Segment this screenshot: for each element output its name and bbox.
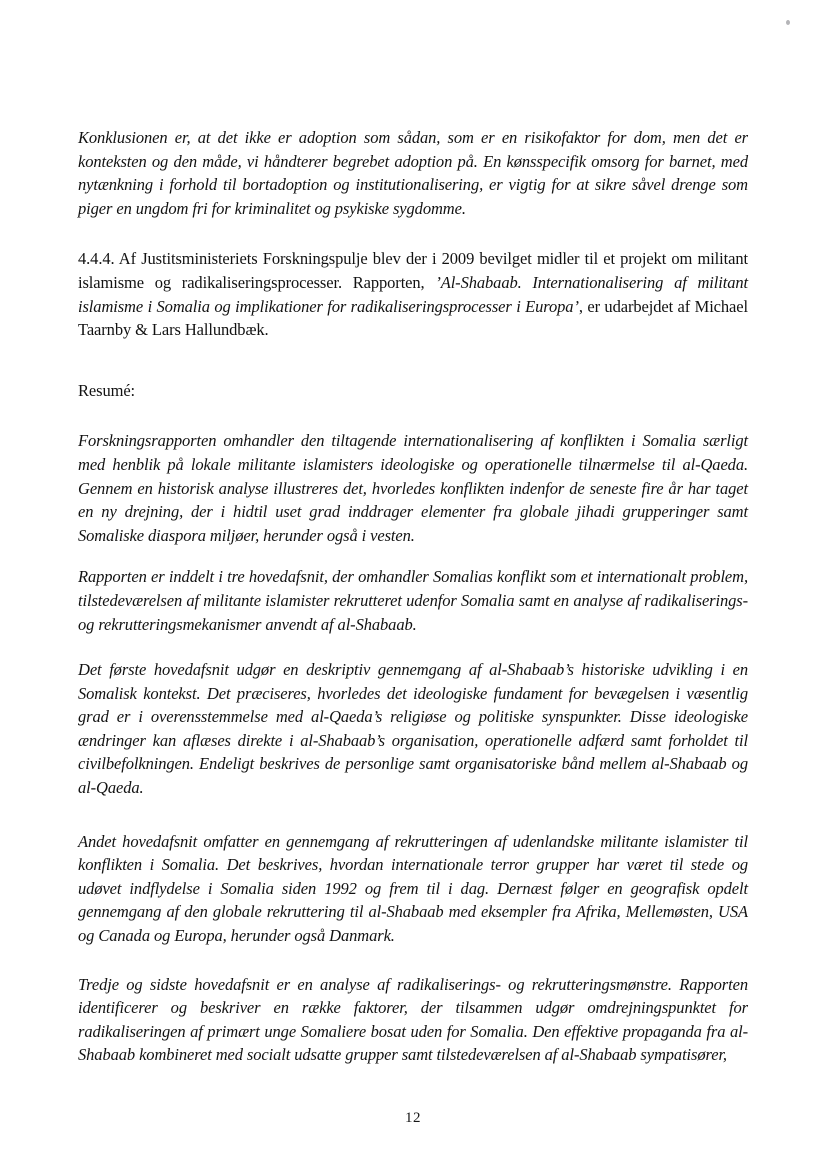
conclusion-paragraph	[78, 126, 748, 220]
paragraph-text: Det første hovedafsnit udgør en deskriptiv gennemgang af al-Shabaab’s historiske udvikling i en Somalisk kontekst. Det præciseres, hvorledes det ideologiske fundament for bevægelsen i væsentlig grad er i overensstemmelse med al-Qaeda’s religiøse og politiske synspunkter. Disse ideologiske ændringer kan aflæses direkte i al-Shabaab’s organisation, operationelle adfærd samt forholdet til civilbefolkningen. Endeligt beskrives de personlige samt organisatoriske bånd mellem al-Shabaab og al-Qaeda.	[78, 660, 748, 798]
third-main-section-paragraph	[78, 973, 748, 1067]
report-overview-paragraph	[78, 429, 748, 547]
paragraph-text: Konklusionen er, at det ikke er adoption som sådan, som er en risikofaktor for dom, men det er konteksten og den måde, vi håndterer begrebet adoption på. En kønsspecifik omsorg for barnet, med nytænkning i forhold til bortadoption og institutionalisering, er vigtig for at sikre såvel drenge som piger en ungdom fri for kriminalitet og psykiske sygdomme.	[78, 128, 748, 218]
resume-heading	[78, 379, 748, 403]
second-main-section-paragraph	[78, 830, 748, 948]
report-title-text: ’Al-Shabaab. Internationalisering af militant islamisme i Somalia og implikationer for radikaliseringsprocesser i Europa’	[78, 272, 748, 316]
report-structure-paragraph	[78, 565, 748, 636]
paragraph-text: Forskningsrapporten omhandler den tiltagende internationalisering af konflikten i Somalia særligt med henblik på lokale militante islamisters ideologiske og operationelle tilnærmelse til al-Qaeda. Gennem en historisk analyse illustreres det, hvorledes konflikten indenfor de seneste fire år har taget en ny drejning, der i hidtil uset grad inddrager elementer fra globale jihadi grupperinger samt Somaliske diaspora miljøer, herunder også i vesten.	[78, 431, 748, 545]
scan-speck	[786, 20, 790, 25]
first-main-section-paragraph	[78, 658, 748, 800]
heading-text: Resumé:	[78, 380, 136, 400]
paragraph-text: , er udarbejdet af Michael Taarnby & Lars Hallundbæk.	[78, 296, 748, 340]
paragraph-text: Andet hovedafsnit omfatter en gennemgang af rekrutteringen af udenlandske militante islamister til konflikten i Somalia. Det beskrives, hvordan internationale terror grupper har været til stede og udøvet indflydelse i Somalia siden 1992 og frem til i dag. Dernæst følger en geografisk opdelt gennemgang af den globale rekruttering til al-Shabaab med eksempler fra Afrika, Mellemøsten, USA og Canada og Europa, herunder også Danmark.	[78, 831, 748, 946]
page-number: 12	[405, 1110, 421, 1126]
paragraph-text: 4.4.4. Af Justitsministeriets Forskningspulje blev der i 2009 bevilget midler til et projekt om militant islamisme og radikaliseringsprocesser. Rapporten,	[78, 249, 748, 292]
paragraph-text: Tredje og sidste hovedafsnit er en analyse af radikaliserings- og rekrutteringsmønstre. Rapporten identificerer og beskriver en række faktorer, der tilsammen udgør omdrejningspunktet for radikaliseringen af primært unge Somaliere bosat uden for Somalia. Den effektive propaganda fra al-Shabaab kombineret med socialt udsatte grupper samt tilstedeværelsen af al-Shabaab sympatisører,	[78, 974, 748, 1065]
section-4-4-4-paragraph	[78, 247, 748, 341]
page-content	[78, 126, 748, 1094]
paragraph-text: Rapporten er inddelt i tre hovedafsnit, der omhandler Somalias konflikt som et internationalt problem, tilstedeværelsen af militante islamister rekrutteret udenfor Somalia samt en analyse af radikaliserings- og rekrutteringsmekanismer anvendt af al-Shabaab.	[78, 567, 748, 634]
